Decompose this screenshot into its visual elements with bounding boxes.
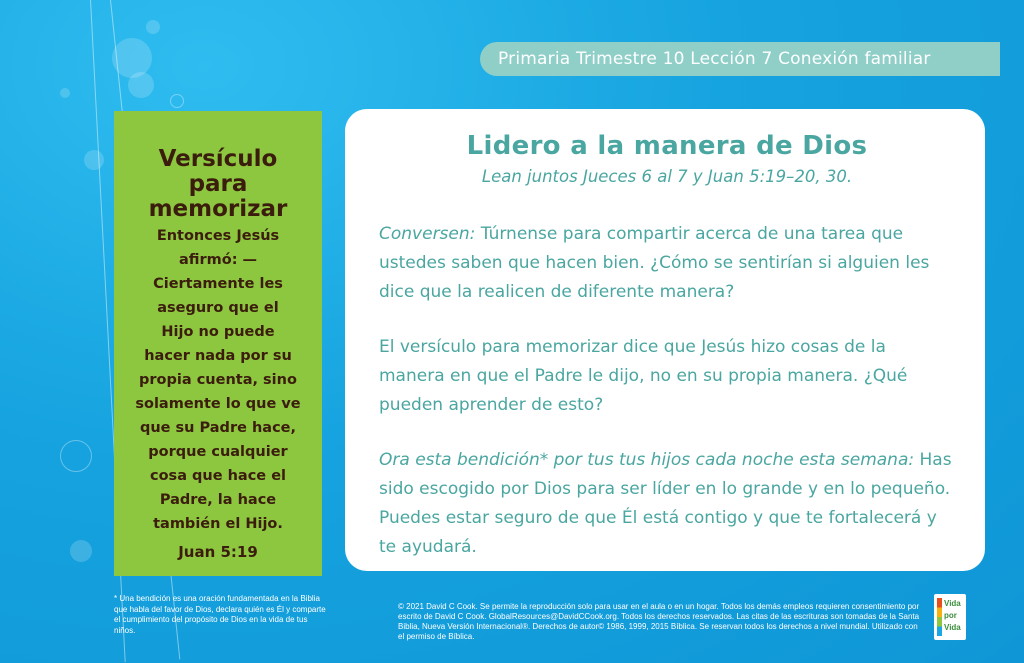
memory-verse-line: porque cualquier: [148, 444, 288, 460]
decor-bubble: [70, 540, 92, 562]
family-connection-card: [345, 109, 985, 571]
logo-text-line: por: [944, 611, 957, 620]
memory-verse-reference: Juan 5:19: [178, 543, 258, 561]
decor-bubble: [60, 88, 70, 98]
logo-color-bars: [937, 598, 942, 636]
decor-ring: [170, 94, 184, 108]
discussion-paragraph: [379, 220, 955, 307]
memory-verse-text: [124, 224, 312, 536]
discussion-lead: Conversen:: [379, 224, 476, 244]
memory-verse-line: cosa que hace el: [150, 468, 286, 484]
verse-reflection-paragraph: El versículo para memorizar dice que Jesús hizo cosas de la manera en que el Padre le dijo, no en su propia manera. ¿Qué pueden aprender de esto?: [379, 337, 908, 415]
memory-verse-line: afirmó: —: [178, 252, 258, 268]
decor-bubble: [84, 150, 104, 170]
decor-bubble: [146, 20, 160, 34]
memory-verse-line: hacer nada por su: [144, 348, 292, 364]
logo-text-line: Vida: [944, 623, 961, 632]
card-subtitle: Lean juntos Jueces 6 al 7 y Juan 5:19–20, 30.: [481, 167, 853, 186]
memory-verse-title-line: Versículo: [158, 146, 278, 172]
memory-verse-line: también el Hijo.: [153, 516, 283, 532]
card-title: Lidero a la manera de Dios: [466, 131, 868, 161]
blessing-paragraph: [379, 446, 955, 562]
memory-verse-title-line: memorizar: [148, 196, 288, 222]
memory-verse-line: Ciertamente les: [153, 276, 283, 292]
decor-bubble: [128, 72, 154, 98]
vida-por-vida-logo: [934, 594, 966, 640]
memory-verse-line: Hijo no puede: [161, 324, 275, 340]
blessing-footnote: * Una bendición es una oración fundamentada en la Biblia que habla del favor de Dios, declara quién es Él y comparte el cumplimiento del propósito de Dios en la vida de tus niños.: [114, 594, 326, 635]
decor-ring: [60, 440, 92, 472]
memory-verse-line: Entonces Jesús: [156, 228, 280, 244]
memory-verse-line: propia cuenta, sino: [139, 372, 297, 388]
lesson-header: [480, 42, 1000, 76]
memory-verse-box: [114, 111, 322, 576]
memory-verse-line: solamente lo que ve: [135, 396, 301, 412]
memory-verse-line: aseguro que el: [157, 300, 279, 316]
copyright-notice: © 2021 David C Cook. Se permite la reproducción solo para usar en el aula o en un hogar. Todos los demás empleos requieren consentimiento por escrito de David C Cook. GlobalResources@DavidCCook.org. Todos los derechos reservados. Las citas de las escrituras son tomadas de la Santa Biblia, Nueva Versión Internacional®. Derechos de autor© 1986, 1999, 2015 Bíblica. Se reservan todos los derechos a nivel mundial. Utilizado con el permiso de Bíblica.: [398, 602, 920, 641]
logo-text-line: Vida: [944, 599, 961, 608]
discussion-text: Túrnense para compartir acerca de una tarea que ustedes saben que hacen bien. ¿Cómo se sentirían si alguien les dice que la realicen de diferente manera?: [379, 224, 930, 302]
blessing-lead: Ora esta bendición* por tus tus hijos cada noche esta semana:: [379, 450, 915, 470]
blessing-text: Has sido escogido por Dios para ser líder en lo grande y en lo pequeño. Puedes estar seguro de que Él está contigo y que te fortalecerá y te ayudará.: [379, 450, 952, 557]
memory-verse-title-line: para: [188, 171, 248, 197]
memory-verse-title: [124, 147, 312, 222]
logo-text: [944, 598, 961, 634]
memory-verse-line: que su Padre hace,: [139, 420, 297, 436]
lesson-header-title: Primaria Trimestre 10 Lección 7 Conexión familiar: [498, 49, 931, 69]
memory-verse-line: Padre, la hace: [159, 492, 277, 508]
